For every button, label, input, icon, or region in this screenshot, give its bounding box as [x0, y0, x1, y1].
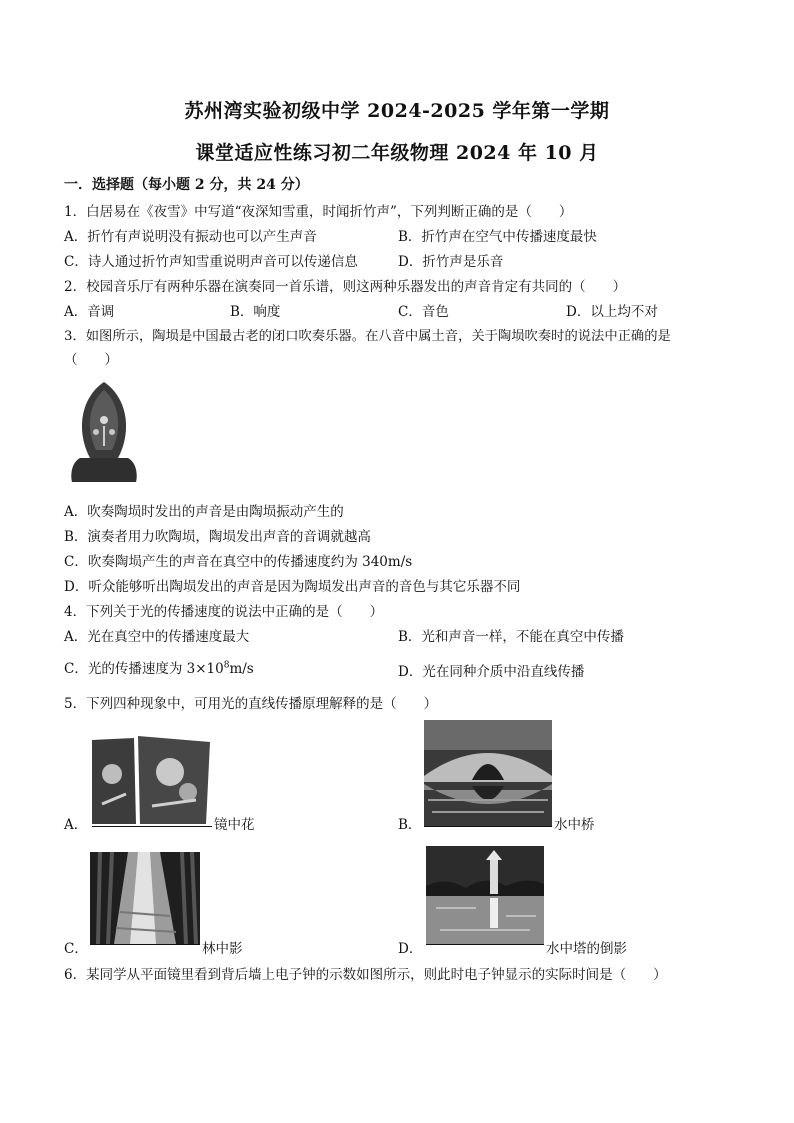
tower-reflection-image: [426, 846, 544, 945]
q1-option-d: D．折竹声是乐音: [398, 254, 504, 270]
q5-option-b-letter: B．: [398, 817, 422, 833]
q1-option-a: A．折竹有声说明没有振动也可以产生声音: [64, 229, 317, 245]
q1-stem: 1．白居易在《夜雪》中写道“夜深知雪重，时闻折竹声”，下列判断正确的是（ ）: [64, 204, 573, 220]
q5-stem: 5．下列四种现象中，可用光的直线传播原理解释的是（ ）: [64, 696, 438, 712]
mirror-flower-image: [92, 734, 212, 827]
q1-option-b: B．折竹声在空气中传播速度最快: [398, 229, 597, 245]
taoxun-image: [66, 380, 142, 484]
q2-option-b: B．响度: [230, 304, 281, 320]
section-title: 一．选择题（每小题 2 分，共 24 分）: [64, 177, 309, 193]
exam-title-line2: 课堂适应性练习初二年级物理 2024 年 10 月: [195, 142, 599, 164]
q2-option-d: D．以上均不对: [566, 304, 658, 320]
q4-option-b: B．光和声音一样，不能在真空中传播: [398, 629, 624, 645]
q5-option-d-letter: D．: [398, 941, 423, 957]
forest-shadow-image: [90, 852, 200, 945]
q3-option-b: B．演奏者用力吹陶埙，陶埙发出声音的音调就越高: [64, 529, 371, 545]
q3-option-a: A．吹奏陶埙时发出的声音是由陶埙振动产生的: [64, 504, 344, 520]
q3-option-d: D．听众能够听出陶埙发出的声音是因为陶埙发出声音的音色与其它乐器不同: [64, 579, 521, 595]
q2-option-c: C．音色: [398, 304, 449, 320]
q4-option-a: A．光在真空中的传播速度最大: [64, 629, 250, 645]
q4-option-d: D．光在同种介质中沿直线传播: [398, 664, 585, 680]
q5-option-b-caption: 水中桥: [554, 817, 595, 833]
q5-option-c-caption: 林中影: [202, 941, 243, 957]
q3-stem-continued: （ ）: [64, 352, 118, 368]
q4-option-c: C．光的传播速度为 $3\times 10^8m/s$: [64, 660, 254, 677]
q3-option-c: C．吹奏陶埙产生的声音在真空中的传播速度约为 340m/s: [64, 554, 413, 570]
q1-option-c: C．诗人通过折竹声知雪重说明声音可以传递信息: [64, 254, 358, 270]
q5-option-a-caption: 镜中花: [214, 817, 255, 833]
q2-stem: 2．校园音乐厅有两种乐器在演奏同一首乐谱，则这两种乐器发出的声音肯定有共同的（ ）: [64, 279, 627, 295]
exam-title-line1: 苏州湾实验初级中学 2024-2025 学年第一学期: [184, 100, 610, 122]
q5-option-a-letter: A．: [64, 817, 88, 833]
bridge-reflection-image: [424, 720, 552, 827]
q4-stem: 4．下列关于光的传播速度的说法中正确的是（ ）: [64, 604, 384, 620]
q6-stem: 6．某同学从平面镜里看到背后墙上电子钟的示数如图所示，则此时电子钟显示的实际时间是（ ）: [64, 967, 667, 983]
q3-stem: 3．如图所示，陶埙是中国最古老的闭口吹奏乐器。在八音中属土音，关于陶埙吹奏时的说法中正确的是: [64, 329, 671, 344]
q5-option-d-caption: 水中塔的倒影: [546, 941, 627, 957]
q2-option-a: A．音调: [64, 304, 115, 320]
q5-option-c-letter: C．: [64, 941, 88, 957]
